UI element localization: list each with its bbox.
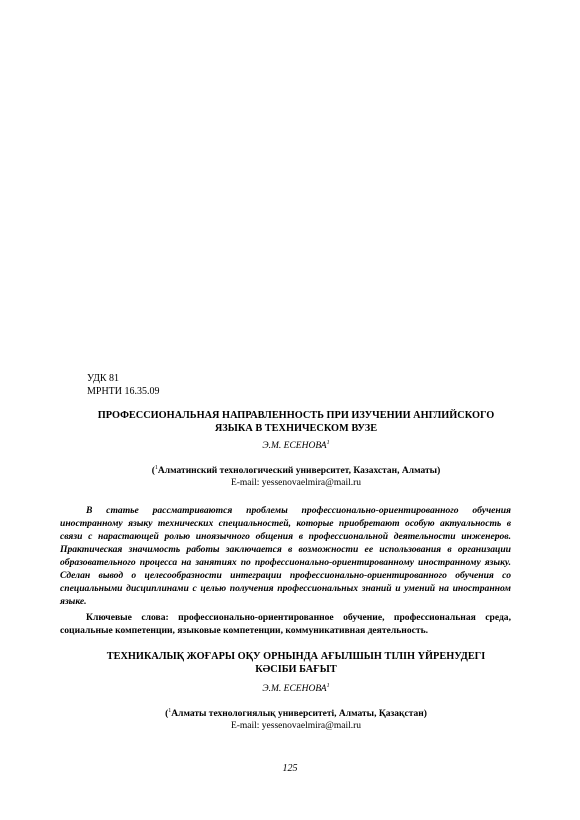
kz-affil-sup: 1	[168, 707, 172, 714]
ru-title-line-2: ЯЗЫКА В ТЕХНИЧЕСКОМ ВУЗЕ	[214, 423, 378, 434]
kz-title-line-1: ТЕХНИКАЛЫҚ ЖОҒАРЫ ОҚУ ОРНЫНДА АҒЫЛШЫН ТІЛІН ҮЙРЕНУДЕГІ	[106, 651, 486, 662]
kz-author-name: Э.М. ЕСЕНОВА	[262, 684, 327, 694]
ru-email: E-mail: yessenovaelmira@mail.ru	[230, 478, 362, 488]
ru-title-line-1: ПРОФЕССИОНАЛЬНАЯ НАПРАВЛЕННОСТЬ ПРИ ИЗУЧЕНИИ АНГЛИЙСКОГО	[97, 410, 495, 421]
kz-email: E-mail: yessenovaelmira@mail.ru	[230, 721, 362, 731]
ru-author-name: Э.М. ЕСЕНОВА	[262, 441, 327, 451]
ru-keywords: Ключевые слова: профессионально-ориентированное обучение, профессиональная среда, социальные компетенции, языковые компетенции, коммуникативная деятельность.	[60, 612, 511, 636]
ru-affiliation-block	[60, 465, 532, 489]
kz-affil-open: (	[165, 709, 169, 719]
kz-affil-text: Алматы технологиялық университеті, Алматы, Қазақстан)	[171, 709, 427, 719]
kz-title-line-2: КӘСІБИ БАҒЫТ	[255, 664, 337, 675]
kz-affiliation	[60, 708, 532, 720]
classification-codes	[87, 372, 160, 398]
kz-author	[60, 684, 532, 694]
kz-title	[60, 650, 532, 676]
ru-title	[60, 409, 532, 435]
ru-author	[60, 441, 532, 451]
kz-affiliation-block	[60, 708, 532, 732]
ru-abstract: В статье рассматриваются проблемы профессионально-ориентированного обучения иностранному языку технических специальностей, которые приобретают особую актуальность в связи с нарастающей ролью иноязычного общения в профессиональной деятельности инженеров. Практическая значимость работы заключается в возможности ее использования в организации образовательного процесса на занятиях по профессионально-ориентированному иностранному языку. Сделан вывод о целесообразности интеграции профессионально-ориентированного обучения со специальными дисциплинами с целью получения профессиональных знаний и умений на иностранном языке.	[60, 505, 511, 607]
ru-affil-text: Алматинский технологический университет, Казахстан, Алматы)	[157, 466, 441, 476]
ru-author-sup: 1	[326, 439, 330, 446]
udk-code: УДК 81	[87, 373, 120, 384]
ru-affil-open: (	[151, 466, 155, 476]
mrnti-code: МРНТИ 16.35.09	[87, 386, 160, 397]
ru-affiliation	[60, 465, 532, 477]
page-number: 125	[282, 763, 298, 774]
ru-affil-sup: 1	[154, 464, 158, 471]
kz-author-sup: 1	[326, 682, 330, 689]
